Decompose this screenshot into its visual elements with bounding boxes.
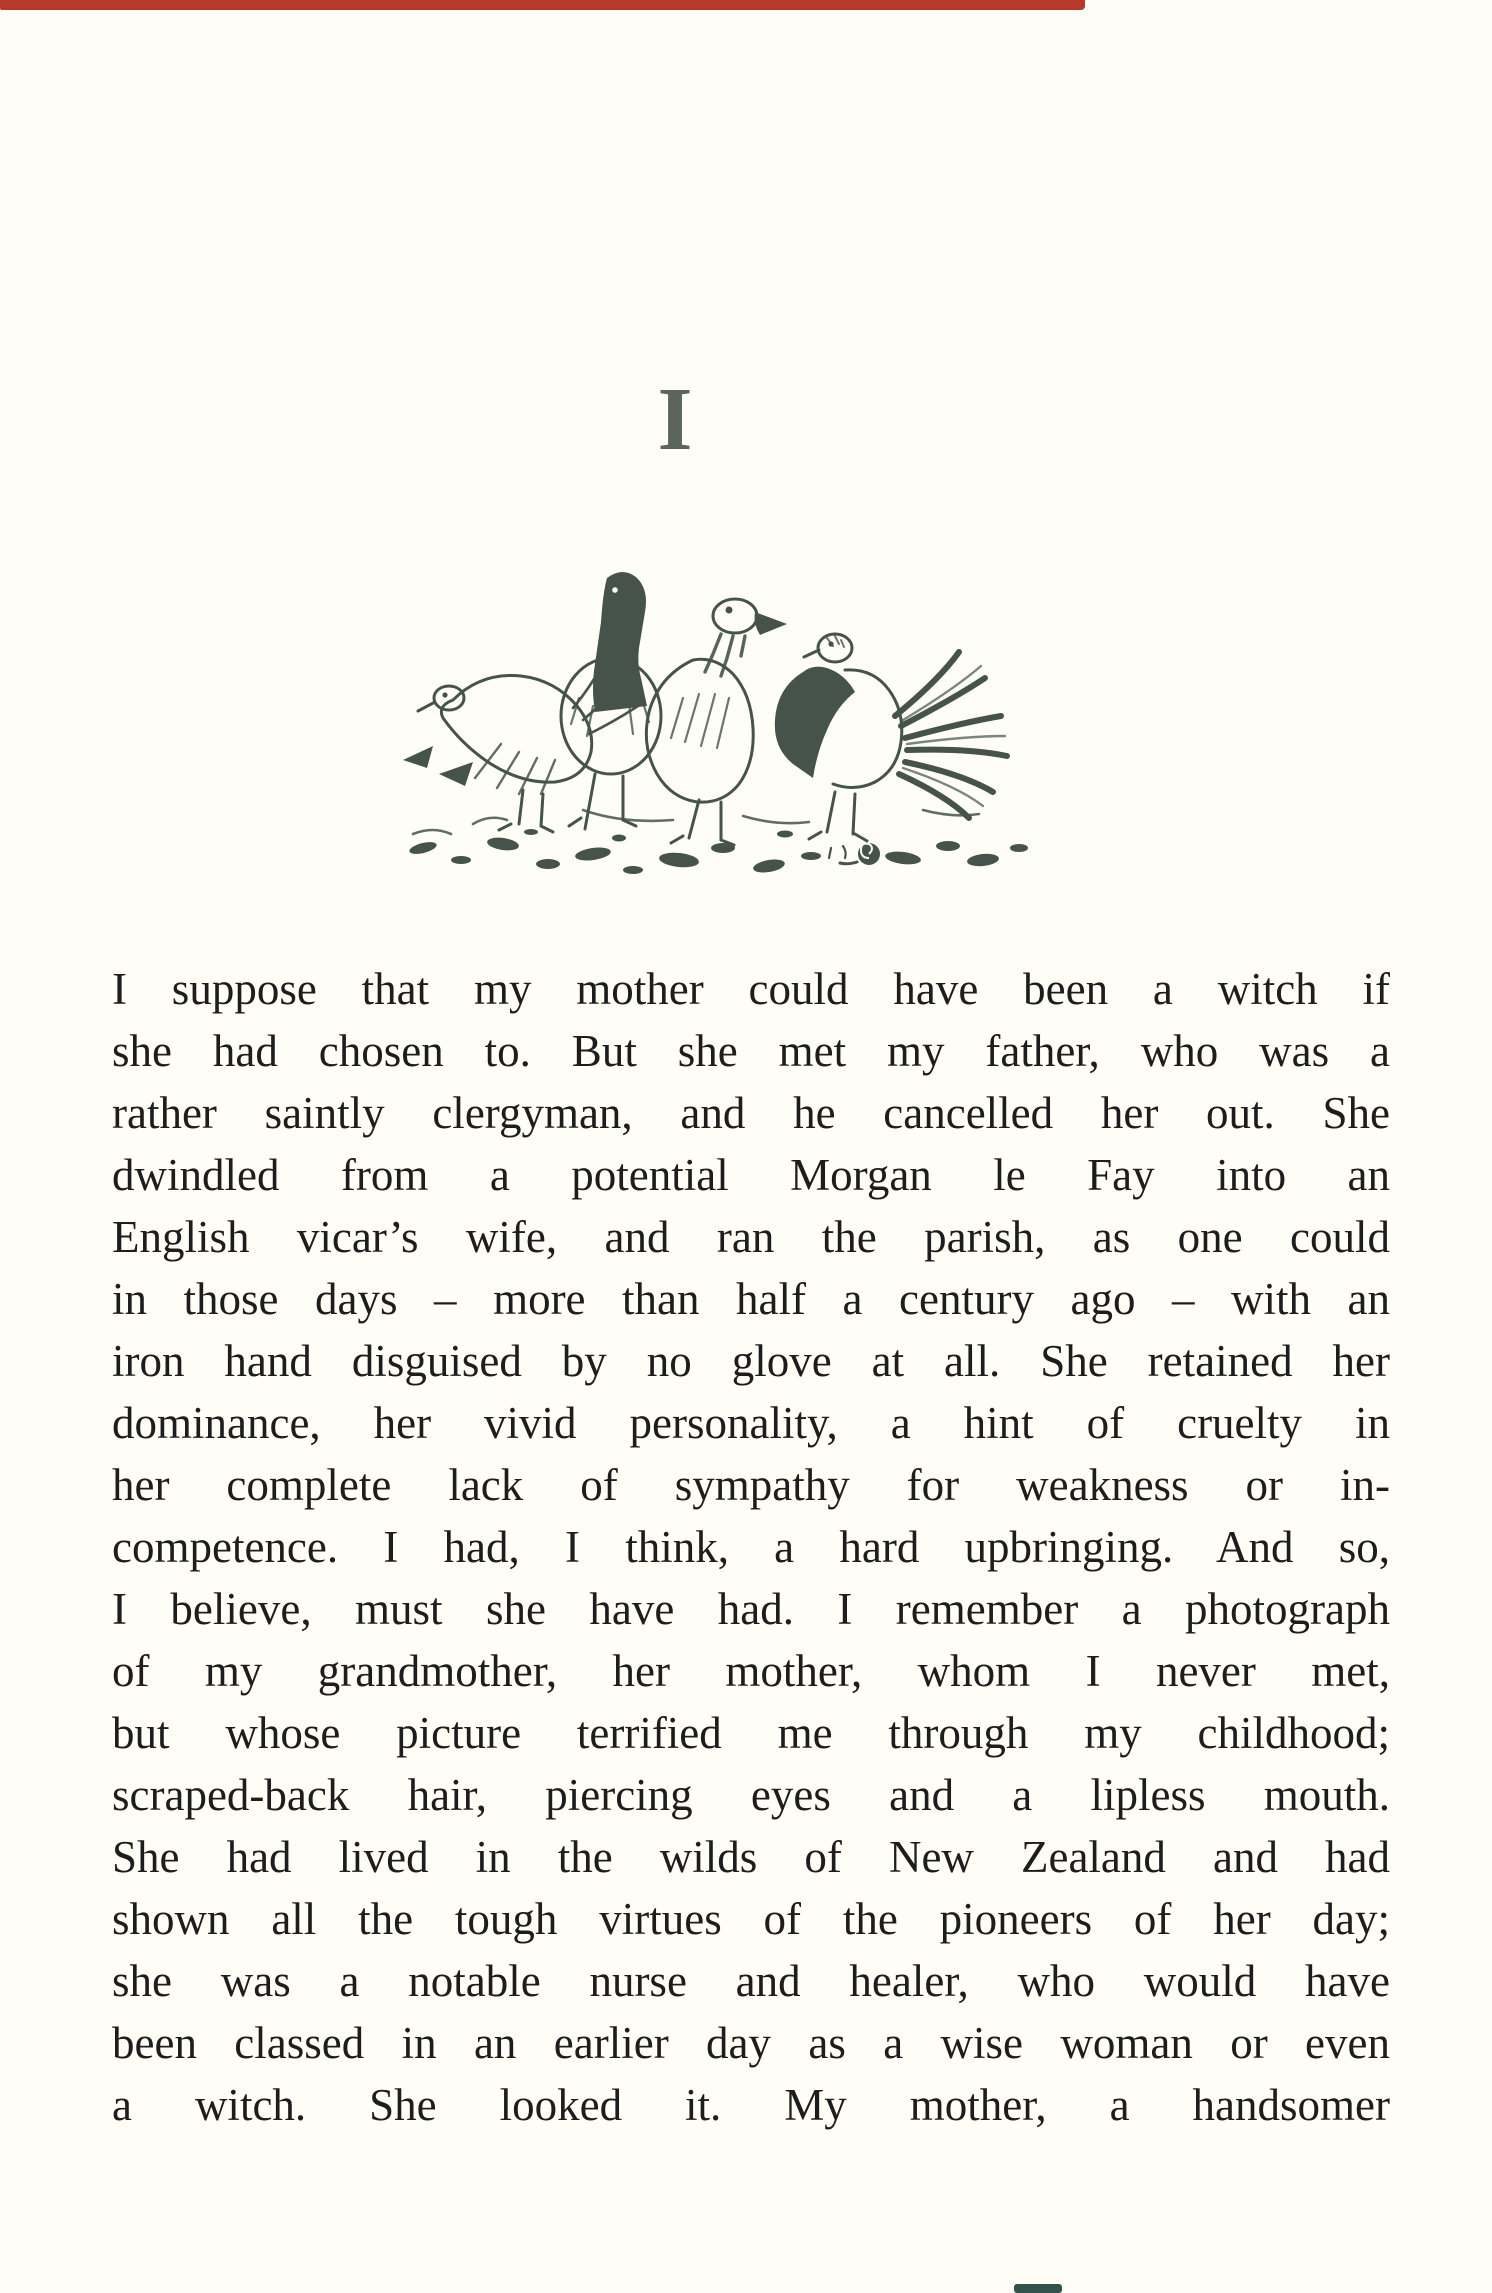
text-line: shown all the tough virtues of the pioneers of her day; [112, 1894, 1390, 1944]
scan-edge-artifact-bottom [1014, 2284, 1062, 2293]
text-line: her complete lack of sympathy for weakness or in- [112, 1460, 1390, 1510]
chapter-number: I [657, 370, 693, 469]
pigeons-ink-sketch-icon [383, 548, 1041, 882]
pigeons-illustration [383, 548, 1041, 882]
text-line: iron hand disguised by no glove at all. She retained her [112, 1336, 1390, 1386]
text-line: but whose picture terrified me through my childhood; [112, 1708, 1390, 1758]
text-line: she was a notable nurse and healer, who would have [112, 1956, 1390, 2006]
text-line: competence. I had, I think, a hard upbringing. And so, [112, 1522, 1390, 1572]
text-line: I suppose that my mother could have been a witch if [112, 964, 1390, 1014]
text-line: scraped-back hair, piercing eyes and a lipless mouth. [112, 1770, 1390, 1820]
text-line: She had lived in the wilds of New Zealand and had [112, 1832, 1390, 1882]
text-line: rather saintly clergyman, and he cancelled her out. She [112, 1088, 1390, 1138]
text-line: been classed in an earlier day as a wise woman or even [112, 2018, 1390, 2068]
text-line: dominance, her vivid personality, a hint of cruelty in [112, 1398, 1390, 1448]
text-line: in those days – more than half a century ago – with an [112, 1274, 1390, 1324]
text-line: dwindled from a potential Morgan le Fay into an [112, 1150, 1390, 1200]
text-line: a witch. She looked it. My mother, a handsomer [112, 2080, 1390, 2130]
text-line: of my grandmother, her mother, whom I never met, [112, 1646, 1390, 1696]
scan-edge-artifact-top [0, 0, 1085, 10]
paragraph-block [112, 958, 1390, 2136]
text-line: I believe, must she have had. I remember a photograph [112, 1584, 1390, 1634]
text-line: English vicar’s wife, and ran the parish, as one could [112, 1212, 1390, 1262]
text-line: she had chosen to. But she met my father, who was a [112, 1026, 1390, 1076]
